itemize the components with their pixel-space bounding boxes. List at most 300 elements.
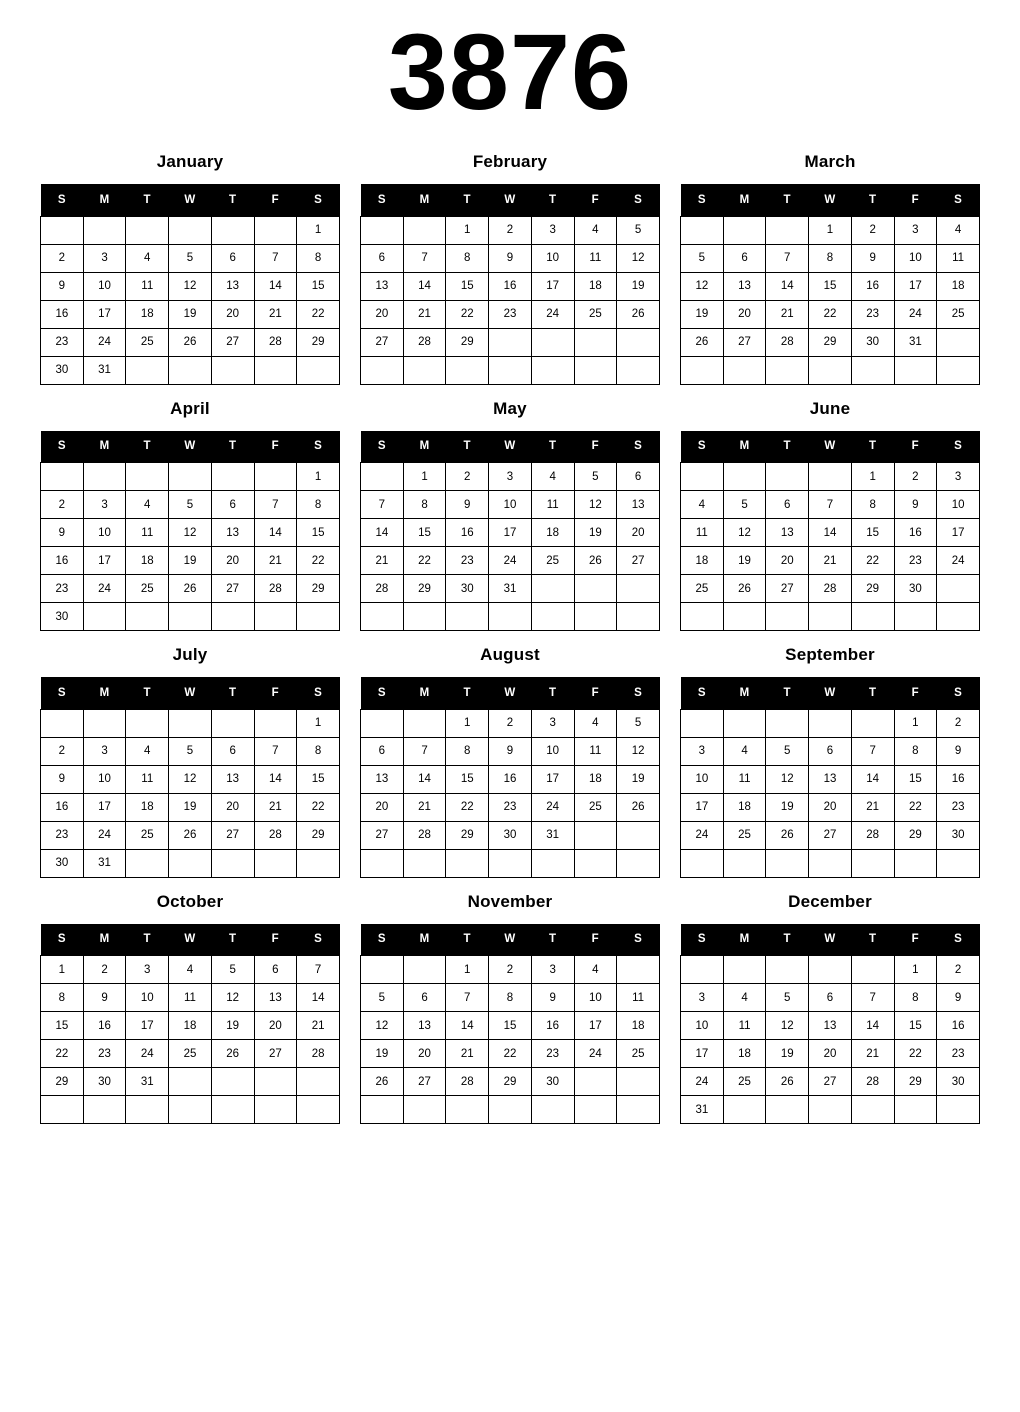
day-cell[interactable]: 9	[83, 984, 126, 1012]
day-cell[interactable]: 31	[894, 328, 937, 356]
day-cell[interactable]: 17	[937, 519, 980, 547]
day-cell[interactable]: 24	[83, 575, 126, 603]
day-cell[interactable]: 29	[446, 821, 489, 849]
day-cell[interactable]: 20	[211, 793, 254, 821]
day-cell[interactable]: 5	[361, 984, 404, 1012]
day-cell[interactable]: 11	[937, 244, 980, 272]
day-cell[interactable]: 17	[574, 1012, 617, 1040]
day-cell[interactable]: 29	[809, 328, 852, 356]
day-cell[interactable]: 7	[446, 984, 489, 1012]
day-cell[interactable]: 16	[937, 765, 980, 793]
day-cell[interactable]: 8	[446, 244, 489, 272]
day-cell[interactable]: 21	[809, 547, 852, 575]
day-cell[interactable]: 11	[681, 519, 724, 547]
day-cell[interactable]: 7	[766, 244, 809, 272]
day-cell[interactable]: 18	[617, 1012, 660, 1040]
day-cell[interactable]: 12	[617, 244, 660, 272]
day-cell[interactable]: 14	[254, 765, 297, 793]
day-cell[interactable]: 8	[894, 984, 937, 1012]
day-cell[interactable]: 16	[446, 519, 489, 547]
day-cell[interactable]: 27	[211, 328, 254, 356]
day-cell[interactable]: 7	[361, 491, 404, 519]
day-cell[interactable]: 20	[211, 547, 254, 575]
day-cell[interactable]: 21	[254, 793, 297, 821]
day-cell[interactable]: 30	[937, 821, 980, 849]
day-cell[interactable]: 12	[169, 765, 212, 793]
day-cell[interactable]: 9	[851, 244, 894, 272]
day-cell[interactable]: 6	[809, 984, 852, 1012]
day-cell[interactable]: 8	[809, 244, 852, 272]
day-cell[interactable]: 5	[766, 737, 809, 765]
day-cell[interactable]: 14	[254, 272, 297, 300]
day-cell[interactable]: 28	[254, 328, 297, 356]
day-cell[interactable]: 18	[723, 1040, 766, 1068]
day-cell[interactable]: 21	[254, 547, 297, 575]
day-cell[interactable]: 25	[169, 1040, 212, 1068]
day-cell[interactable]: 27	[403, 1068, 446, 1096]
day-cell[interactable]: 27	[361, 328, 404, 356]
day-cell[interactable]: 19	[574, 519, 617, 547]
day-cell[interactable]: 18	[574, 765, 617, 793]
day-cell[interactable]: 6	[211, 244, 254, 272]
day-cell[interactable]: 2	[894, 463, 937, 491]
day-cell[interactable]: 5	[169, 491, 212, 519]
day-cell[interactable]: 2	[446, 463, 489, 491]
day-cell[interactable]: 27	[617, 547, 660, 575]
day-cell[interactable]: 10	[574, 984, 617, 1012]
day-cell[interactable]: 25	[723, 1068, 766, 1096]
day-cell[interactable]: 21	[254, 300, 297, 328]
day-cell[interactable]: 26	[766, 1068, 809, 1096]
day-cell[interactable]: 9	[41, 765, 84, 793]
day-cell[interactable]: 24	[126, 1040, 169, 1068]
day-cell[interactable]: 31	[126, 1068, 169, 1096]
day-cell[interactable]: 23	[937, 793, 980, 821]
day-cell[interactable]: 8	[297, 244, 340, 272]
day-cell[interactable]: 5	[169, 244, 212, 272]
day-cell[interactable]: 25	[574, 300, 617, 328]
day-cell[interactable]: 30	[937, 1068, 980, 1096]
day-cell[interactable]: 31	[531, 821, 574, 849]
day-cell[interactable]: 25	[617, 1040, 660, 1068]
day-cell[interactable]: 13	[809, 765, 852, 793]
day-cell[interactable]: 6	[403, 984, 446, 1012]
day-cell[interactable]: 13	[211, 272, 254, 300]
day-cell[interactable]: 21	[403, 793, 446, 821]
day-cell[interactable]: 4	[574, 216, 617, 244]
day-cell[interactable]: 20	[403, 1040, 446, 1068]
day-cell[interactable]: 26	[211, 1040, 254, 1068]
day-cell[interactable]: 3	[531, 956, 574, 984]
day-cell[interactable]: 13	[211, 765, 254, 793]
day-cell[interactable]: 9	[446, 491, 489, 519]
day-cell[interactable]: 12	[361, 1012, 404, 1040]
day-cell[interactable]: 2	[937, 956, 980, 984]
day-cell[interactable]: 3	[531, 216, 574, 244]
day-cell[interactable]: 21	[851, 1040, 894, 1068]
day-cell[interactable]: 26	[169, 821, 212, 849]
day-cell[interactable]: 2	[41, 491, 84, 519]
day-cell[interactable]: 23	[41, 821, 84, 849]
day-cell[interactable]: 7	[851, 737, 894, 765]
day-cell[interactable]: 13	[403, 1012, 446, 1040]
day-cell[interactable]: 27	[211, 821, 254, 849]
day-cell[interactable]: 21	[361, 547, 404, 575]
day-cell[interactable]: 28	[254, 575, 297, 603]
day-cell[interactable]: 22	[894, 1040, 937, 1068]
day-cell[interactable]: 3	[489, 463, 532, 491]
day-cell[interactable]: 6	[361, 737, 404, 765]
day-cell[interactable]: 20	[617, 519, 660, 547]
day-cell[interactable]: 30	[83, 1068, 126, 1096]
day-cell[interactable]: 26	[169, 328, 212, 356]
day-cell[interactable]: 10	[681, 1012, 724, 1040]
day-cell[interactable]: 1	[446, 956, 489, 984]
day-cell[interactable]: 25	[531, 547, 574, 575]
day-cell[interactable]: 30	[894, 575, 937, 603]
day-cell[interactable]: 16	[41, 547, 84, 575]
day-cell[interactable]: 16	[851, 272, 894, 300]
day-cell[interactable]: 4	[681, 491, 724, 519]
day-cell[interactable]: 2	[41, 244, 84, 272]
day-cell[interactable]: 8	[41, 984, 84, 1012]
day-cell[interactable]: 24	[681, 821, 724, 849]
day-cell[interactable]: 24	[83, 821, 126, 849]
day-cell[interactable]: 15	[297, 272, 340, 300]
day-cell[interactable]: 19	[766, 793, 809, 821]
day-cell[interactable]: 13	[254, 984, 297, 1012]
day-cell[interactable]: 3	[894, 216, 937, 244]
day-cell[interactable]: 8	[297, 491, 340, 519]
day-cell[interactable]: 21	[851, 793, 894, 821]
day-cell[interactable]: 16	[41, 300, 84, 328]
day-cell[interactable]: 24	[531, 793, 574, 821]
day-cell[interactable]: 30	[41, 356, 84, 384]
day-cell[interactable]: 23	[41, 328, 84, 356]
day-cell[interactable]: 29	[41, 1068, 84, 1096]
day-cell[interactable]: 10	[83, 519, 126, 547]
day-cell[interactable]: 28	[809, 575, 852, 603]
day-cell[interactable]: 10	[681, 765, 724, 793]
day-cell[interactable]: 3	[126, 956, 169, 984]
day-cell[interactable]: 1	[851, 463, 894, 491]
day-cell[interactable]: 31	[489, 575, 532, 603]
day-cell[interactable]: 27	[211, 575, 254, 603]
day-cell[interactable]: 12	[681, 272, 724, 300]
day-cell[interactable]: 1	[41, 956, 84, 984]
day-cell[interactable]: 29	[297, 821, 340, 849]
day-cell[interactable]: 17	[894, 272, 937, 300]
day-cell[interactable]: 13	[361, 272, 404, 300]
day-cell[interactable]: 5	[681, 244, 724, 272]
day-cell[interactable]: 2	[489, 956, 532, 984]
day-cell[interactable]: 17	[83, 793, 126, 821]
day-cell[interactable]: 24	[574, 1040, 617, 1068]
day-cell[interactable]: 14	[851, 765, 894, 793]
day-cell[interactable]: 23	[489, 300, 532, 328]
day-cell[interactable]: 22	[851, 547, 894, 575]
day-cell[interactable]: 6	[254, 956, 297, 984]
day-cell[interactable]: 29	[297, 575, 340, 603]
day-cell[interactable]: 25	[681, 575, 724, 603]
day-cell[interactable]: 24	[531, 300, 574, 328]
day-cell[interactable]: 3	[83, 491, 126, 519]
day-cell[interactable]: 20	[723, 300, 766, 328]
day-cell[interactable]: 24	[894, 300, 937, 328]
day-cell[interactable]: 5	[574, 463, 617, 491]
day-cell[interactable]: 4	[723, 737, 766, 765]
day-cell[interactable]: 13	[211, 519, 254, 547]
day-cell[interactable]: 12	[574, 491, 617, 519]
day-cell[interactable]: 3	[681, 984, 724, 1012]
day-cell[interactable]: 13	[723, 272, 766, 300]
day-cell[interactable]: 7	[403, 244, 446, 272]
day-cell[interactable]: 15	[297, 519, 340, 547]
day-cell[interactable]: 28	[851, 821, 894, 849]
day-cell[interactable]: 14	[446, 1012, 489, 1040]
day-cell[interactable]: 22	[894, 793, 937, 821]
day-cell[interactable]: 29	[894, 1068, 937, 1096]
day-cell[interactable]: 18	[126, 547, 169, 575]
day-cell[interactable]: 29	[297, 328, 340, 356]
day-cell[interactable]: 4	[574, 709, 617, 737]
day-cell[interactable]: 23	[41, 575, 84, 603]
day-cell[interactable]: 6	[809, 737, 852, 765]
day-cell[interactable]: 15	[41, 1012, 84, 1040]
day-cell[interactable]: 17	[681, 1040, 724, 1068]
day-cell[interactable]: 8	[297, 737, 340, 765]
day-cell[interactable]: 30	[531, 1068, 574, 1096]
day-cell[interactable]: 7	[851, 984, 894, 1012]
day-cell[interactable]: 20	[809, 793, 852, 821]
day-cell[interactable]: 2	[851, 216, 894, 244]
day-cell[interactable]: 19	[723, 547, 766, 575]
day-cell[interactable]: 28	[446, 1068, 489, 1096]
day-cell[interactable]: 7	[809, 491, 852, 519]
day-cell[interactable]: 7	[254, 244, 297, 272]
day-cell[interactable]: 12	[766, 1012, 809, 1040]
day-cell[interactable]: 31	[83, 849, 126, 877]
day-cell[interactable]: 24	[681, 1068, 724, 1096]
day-cell[interactable]: 17	[531, 765, 574, 793]
day-cell[interactable]: 11	[126, 272, 169, 300]
day-cell[interactable]: 24	[83, 328, 126, 356]
day-cell[interactable]: 22	[446, 793, 489, 821]
day-cell[interactable]: 2	[937, 709, 980, 737]
day-cell[interactable]: 10	[531, 737, 574, 765]
day-cell[interactable]: 1	[446, 709, 489, 737]
day-cell[interactable]: 23	[851, 300, 894, 328]
day-cell[interactable]: 20	[361, 300, 404, 328]
day-cell[interactable]: 6	[766, 491, 809, 519]
day-cell[interactable]: 29	[894, 821, 937, 849]
day-cell[interactable]: 11	[617, 984, 660, 1012]
day-cell[interactable]: 23	[446, 547, 489, 575]
day-cell[interactable]: 11	[574, 737, 617, 765]
day-cell[interactable]: 9	[937, 737, 980, 765]
day-cell[interactable]: 27	[809, 821, 852, 849]
day-cell[interactable]: 22	[403, 547, 446, 575]
day-cell[interactable]: 19	[169, 300, 212, 328]
day-cell[interactable]: 20	[809, 1040, 852, 1068]
day-cell[interactable]: 19	[361, 1040, 404, 1068]
day-cell[interactable]: 18	[126, 793, 169, 821]
day-cell[interactable]: 2	[489, 216, 532, 244]
day-cell[interactable]: 12	[169, 519, 212, 547]
day-cell[interactable]: 30	[489, 821, 532, 849]
day-cell[interactable]: 7	[254, 737, 297, 765]
day-cell[interactable]: 26	[361, 1068, 404, 1096]
day-cell[interactable]: 2	[41, 737, 84, 765]
day-cell[interactable]: 1	[403, 463, 446, 491]
day-cell[interactable]: 5	[723, 491, 766, 519]
day-cell[interactable]: 9	[489, 737, 532, 765]
day-cell[interactable]: 4	[126, 737, 169, 765]
day-cell[interactable]: 15	[297, 765, 340, 793]
day-cell[interactable]: 21	[297, 1012, 340, 1040]
day-cell[interactable]: 25	[723, 821, 766, 849]
day-cell[interactable]: 10	[83, 272, 126, 300]
day-cell[interactable]: 5	[617, 216, 660, 244]
day-cell[interactable]: 11	[126, 765, 169, 793]
day-cell[interactable]: 4	[574, 956, 617, 984]
day-cell[interactable]: 27	[361, 821, 404, 849]
day-cell[interactable]: 2	[489, 709, 532, 737]
day-cell[interactable]: 27	[809, 1068, 852, 1096]
day-cell[interactable]: 25	[126, 575, 169, 603]
day-cell[interactable]: 8	[403, 491, 446, 519]
day-cell[interactable]: 15	[894, 1012, 937, 1040]
day-cell[interactable]: 9	[489, 244, 532, 272]
day-cell[interactable]: 26	[681, 328, 724, 356]
day-cell[interactable]: 22	[446, 300, 489, 328]
day-cell[interactable]: 8	[851, 491, 894, 519]
day-cell[interactable]: 6	[361, 244, 404, 272]
day-cell[interactable]: 17	[83, 547, 126, 575]
day-cell[interactable]: 7	[297, 956, 340, 984]
day-cell[interactable]: 26	[766, 821, 809, 849]
day-cell[interactable]: 28	[297, 1040, 340, 1068]
day-cell[interactable]: 8	[446, 737, 489, 765]
day-cell[interactable]: 1	[297, 463, 340, 491]
day-cell[interactable]: 22	[297, 300, 340, 328]
day-cell[interactable]: 18	[937, 272, 980, 300]
day-cell[interactable]: 8	[894, 737, 937, 765]
day-cell[interactable]: 23	[531, 1040, 574, 1068]
day-cell[interactable]: 17	[126, 1012, 169, 1040]
day-cell[interactable]: 1	[894, 956, 937, 984]
day-cell[interactable]: 30	[446, 575, 489, 603]
day-cell[interactable]: 5	[211, 956, 254, 984]
day-cell[interactable]: 4	[169, 956, 212, 984]
day-cell[interactable]: 3	[681, 737, 724, 765]
day-cell[interactable]: 28	[851, 1068, 894, 1096]
day-cell[interactable]: 26	[617, 793, 660, 821]
day-cell[interactable]: 29	[851, 575, 894, 603]
day-cell[interactable]: 10	[531, 244, 574, 272]
day-cell[interactable]: 9	[531, 984, 574, 1012]
day-cell[interactable]: 16	[41, 793, 84, 821]
day-cell[interactable]: 10	[126, 984, 169, 1012]
day-cell[interactable]: 25	[937, 300, 980, 328]
day-cell[interactable]: 15	[489, 1012, 532, 1040]
day-cell[interactable]: 15	[446, 765, 489, 793]
day-cell[interactable]: 10	[83, 765, 126, 793]
day-cell[interactable]: 31	[83, 356, 126, 384]
day-cell[interactable]: 12	[169, 272, 212, 300]
day-cell[interactable]: 9	[41, 519, 84, 547]
day-cell[interactable]: 14	[851, 1012, 894, 1040]
day-cell[interactable]: 11	[723, 765, 766, 793]
day-cell[interactable]: 3	[83, 737, 126, 765]
day-cell[interactable]: 20	[766, 547, 809, 575]
day-cell[interactable]: 26	[617, 300, 660, 328]
day-cell[interactable]: 29	[446, 328, 489, 356]
day-cell[interactable]: 18	[723, 793, 766, 821]
day-cell[interactable]: 1	[297, 216, 340, 244]
day-cell[interactable]: 16	[894, 519, 937, 547]
day-cell[interactable]: 14	[361, 519, 404, 547]
day-cell[interactable]: 17	[489, 519, 532, 547]
day-cell[interactable]: 25	[574, 793, 617, 821]
day-cell[interactable]: 22	[809, 300, 852, 328]
day-cell[interactable]: 10	[489, 491, 532, 519]
day-cell[interactable]: 13	[809, 1012, 852, 1040]
day-cell[interactable]: 15	[446, 272, 489, 300]
day-cell[interactable]: 15	[894, 765, 937, 793]
day-cell[interactable]: 29	[403, 575, 446, 603]
day-cell[interactable]: 30	[851, 328, 894, 356]
day-cell[interactable]: 25	[126, 821, 169, 849]
day-cell[interactable]: 14	[403, 272, 446, 300]
day-cell[interactable]: 11	[126, 519, 169, 547]
day-cell[interactable]: 11	[531, 491, 574, 519]
day-cell[interactable]: 19	[211, 1012, 254, 1040]
day-cell[interactable]: 7	[254, 491, 297, 519]
day-cell[interactable]: 30	[41, 603, 84, 631]
day-cell[interactable]: 13	[361, 765, 404, 793]
day-cell[interactable]: 6	[211, 491, 254, 519]
day-cell[interactable]: 28	[766, 328, 809, 356]
day-cell[interactable]: 19	[169, 793, 212, 821]
day-cell[interactable]: 22	[297, 547, 340, 575]
day-cell[interactable]: 16	[937, 1012, 980, 1040]
day-cell[interactable]: 1	[894, 709, 937, 737]
day-cell[interactable]: 4	[531, 463, 574, 491]
day-cell[interactable]: 5	[617, 709, 660, 737]
day-cell[interactable]: 28	[361, 575, 404, 603]
day-cell[interactable]: 3	[937, 463, 980, 491]
day-cell[interactable]: 15	[403, 519, 446, 547]
day-cell[interactable]: 23	[894, 547, 937, 575]
day-cell[interactable]: 21	[766, 300, 809, 328]
day-cell[interactable]: 19	[617, 272, 660, 300]
day-cell[interactable]: 12	[617, 737, 660, 765]
day-cell[interactable]: 15	[809, 272, 852, 300]
day-cell[interactable]: 26	[169, 575, 212, 603]
day-cell[interactable]: 11	[169, 984, 212, 1012]
day-cell[interactable]: 17	[83, 300, 126, 328]
day-cell[interactable]: 19	[766, 1040, 809, 1068]
day-cell[interactable]: 9	[894, 491, 937, 519]
day-cell[interactable]: 3	[83, 244, 126, 272]
day-cell[interactable]: 16	[489, 765, 532, 793]
day-cell[interactable]: 3	[531, 709, 574, 737]
day-cell[interactable]: 7	[403, 737, 446, 765]
day-cell[interactable]: 14	[809, 519, 852, 547]
day-cell[interactable]: 13	[617, 491, 660, 519]
day-cell[interactable]: 23	[489, 793, 532, 821]
